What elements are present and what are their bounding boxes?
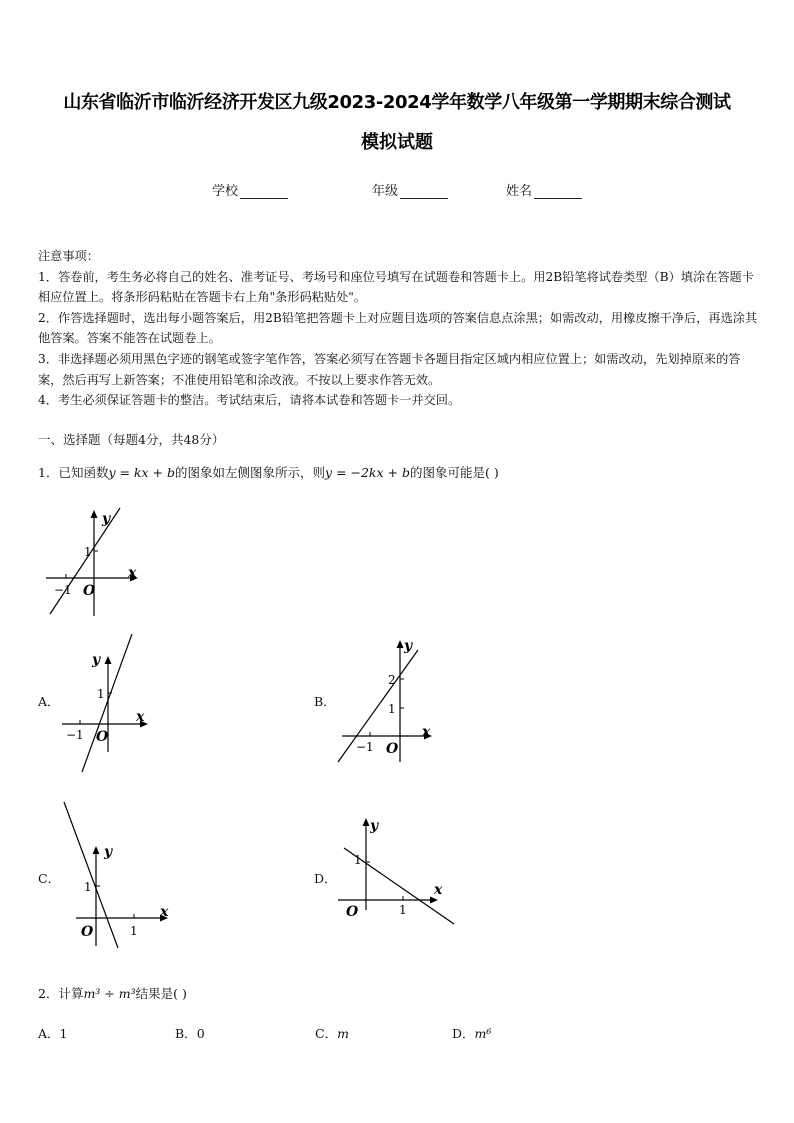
instruction-item: 2．作答选择题时，选出每小题答案后，用2B铅笔把答题卡上对应题目选项的答案信息点涂黑；如需改动，用橡皮擦干净后，再选涂其他答案。答案不能答在试题卷上。 [38, 310, 758, 346]
option-c[interactable] [315, 1024, 349, 1042]
x-axis-label: x [434, 882, 443, 898]
option-a[interactable] [38, 1024, 67, 1042]
function-line [82, 634, 132, 772]
exam-title: 山东省临沂市临沂经济开发区九级2023-2024学年数学八年级第一学期期末综合测试 [63, 92, 731, 113]
question-2-expression: m³ ÷ m³ [83, 986, 136, 1001]
exam-title-continued: 模拟试题 [361, 132, 433, 153]
question-2 [38, 984, 187, 1002]
option-d-graph[interactable] [336, 814, 460, 930]
exam-instructions [38, 246, 760, 411]
grade-blank[interactable] [400, 183, 448, 199]
tick-label: 1 [399, 903, 407, 917]
option-d-label[interactable]: D． [314, 871, 337, 886]
tick-label: −1 [66, 728, 84, 742]
question-2-suffix: 结果是( ) [135, 986, 187, 1001]
y-axis-arrow [93, 846, 100, 854]
question-1-target-function: y = −2kx + b [325, 465, 410, 480]
y-axis-arrow [91, 510, 98, 518]
y-axis-arrow [105, 656, 112, 664]
name-label: 姓名 [506, 184, 533, 199]
tick-label: 1 [84, 880, 92, 894]
name-blank[interactable] [534, 183, 582, 199]
tick-label: 1 [354, 853, 362, 867]
y-axis-label: y [104, 844, 113, 860]
y-axis-label: y [404, 638, 413, 654]
x-axis-label: x [136, 709, 145, 725]
tick-label: 1 [84, 545, 92, 559]
origin-label: O [96, 729, 109, 745]
y-axis-label: y [370, 818, 379, 834]
instruction-item: 4．考生必须保证答题卡的整洁。考试结束后，请将本试卷和答题卡一并交回。 [38, 393, 461, 408]
question-1-suffix: 的图象可能是( ) [409, 465, 499, 480]
tick-label: 1 [97, 687, 105, 701]
tick-label: 2 [388, 673, 396, 687]
option-c-value: m [337, 1026, 349, 1041]
option-b-value: 0 [196, 1026, 205, 1041]
section-heading: 一、选择题（每题4分，共48分） [38, 432, 225, 447]
option-b[interactable] [175, 1024, 205, 1042]
instruction-item: 3．非选择题必须用黑色字迹的钢笔或签字笔作答，答案必须写在答题卡各题目指定区域内相应位置上；如需改动，先划掉原来的答案，然后再写上新答案；不准使用铅笔和涂改液。不按以上要求作答无效。 [38, 351, 741, 387]
question-1-prefix: 1．已知函数 [38, 465, 109, 480]
option-d[interactable] [452, 1024, 491, 1042]
option-b-label[interactable]: B． [314, 694, 336, 709]
question-1-given-function: y = kx + b [108, 465, 175, 480]
option-c-label[interactable]: C． [38, 871, 61, 886]
option-d-label: D． [452, 1026, 475, 1041]
x-axis-label: x [422, 724, 431, 740]
x-axis-label: x [160, 904, 169, 920]
grade-field[interactable] [372, 180, 448, 199]
option-a-label: A． [38, 1026, 60, 1041]
option-b-graph[interactable] [334, 632, 444, 766]
y-axis-arrow [363, 818, 370, 826]
option-c-label: C． [315, 1026, 338, 1041]
tick-label: 1 [130, 924, 138, 938]
instructions-heading: 注意事项： [38, 249, 99, 263]
tick-label: −1 [356, 740, 374, 754]
name-field[interactable] [506, 180, 582, 199]
origin-label: O [386, 741, 399, 757]
option-d-value: m⁶ [474, 1026, 492, 1041]
option-a-value: 1 [59, 1026, 68, 1041]
origin-label: O [81, 924, 94, 940]
option-b-label: B． [175, 1026, 197, 1041]
origin-label: O [83, 583, 96, 599]
y-axis-arrow [397, 640, 404, 648]
function-line [338, 650, 418, 762]
instruction-item: 1．答卷前，考生务必将自己的姓名、准考证号、考场号和座位号填写在试题卷和答题卡上。用2B铅笔将试卷类型（B）填涂在答题卡相应位置上。将条形码粘贴在答题卡右上角"条形码粘贴处"。 [38, 269, 754, 305]
reference-graph [44, 502, 154, 620]
question-1 [38, 463, 499, 481]
tick-label: 1 [388, 702, 396, 716]
student-info-fields [0, 180, 794, 202]
option-a-label[interactable]: A． [38, 694, 60, 709]
grade-label: 年级 [372, 184, 399, 199]
school-blank[interactable] [240, 183, 288, 199]
school-field[interactable] [212, 180, 288, 199]
x-axis-label: x [128, 565, 137, 581]
y-axis-label: y [92, 652, 101, 668]
y-axis-label: y [102, 511, 111, 527]
option-c-graph[interactable] [60, 800, 180, 950]
school-label: 学校 [212, 184, 239, 199]
tick-label: −1 [54, 583, 72, 597]
question-1-middle: 的图象如左侧图象所示，则 [174, 465, 325, 480]
origin-label: O [346, 904, 359, 920]
option-a-graph[interactable] [56, 634, 166, 774]
question-2-prefix: 2．计算 [38, 986, 84, 1001]
